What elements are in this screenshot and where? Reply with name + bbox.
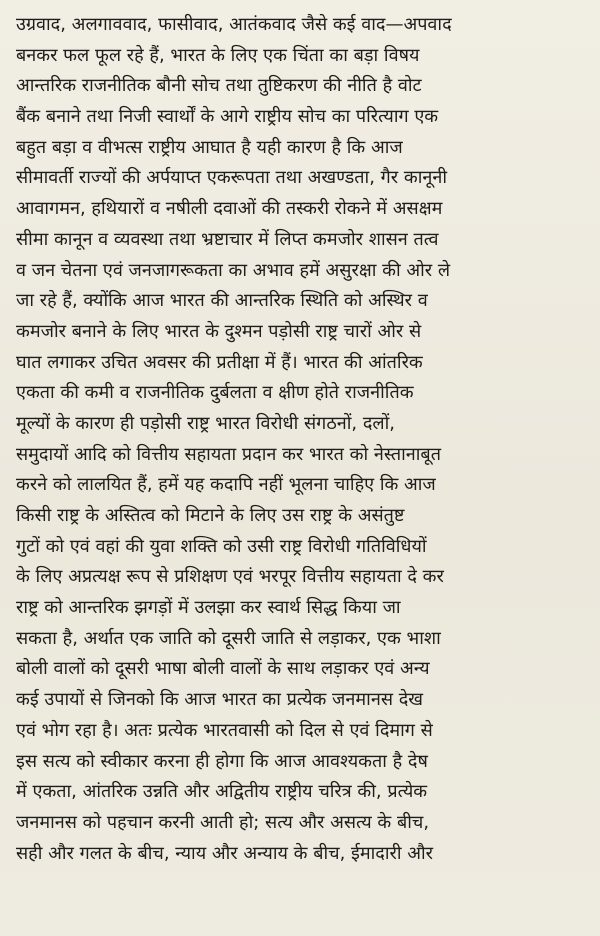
text-line: बहुत बड़ा व वीभत्स राष्ट्रीय आघात है यही कारण है कि आज — [16, 136, 403, 158]
text-line: कमजोर बनाने के लिए भारत के दुश्मन पड़ोसी राष्ट्र चारों ओर से — [16, 320, 422, 342]
text-line: कई उपायों से जिनको कि आज भारत का प्रत्येक जनमानस देख — [16, 689, 423, 711]
text-line: आवागमन, हथियारों व नषीली दवाओं की तस्करी रोकने में असक्षम — [16, 198, 443, 220]
text-line: में एकता, आंतरिक उन्नति और अद्वितीय राष्ट्रीय चरित्र की, प्रत्येक — [16, 781, 428, 803]
text-line: किसी राष्ट्र के अस्तित्व को मिटाने के लिए उस राष्ट्र के असंतुष्ट — [16, 505, 405, 526]
text-line: व जन चेतना एवं जनजागरूकता का अभाव हमें असुरक्षा की ओर ले — [16, 259, 451, 281]
text-line: आन्तरिक राजनीतिक बौनी सोच तथा तुष्टिकरण की नीति है वोट — [16, 75, 422, 97]
text-line: मूल्यों के कारण ही पड़ोसी राष्ट्र भारत विरोधी संगठनों, दलों, — [16, 412, 396, 434]
text-line: बोली वालों को दूसरी भाषा बोली वालों के साथ लड़ाकर एवं अन्य — [16, 658, 430, 680]
text-line: गुटों को एवं वहां की युवा शक्ति को उसी राष्ट्र विरोधी गतिविधियों — [16, 535, 427, 557]
text-line: सही और गलत के बीच, न्याय और अन्याय के बीच, ईमादारी और — [16, 842, 434, 864]
text-line: के लिए अप्रत्यक्ष रूप से प्रशिक्षण एवं भरपूर वित्तीय सहायता दे कर — [16, 566, 444, 588]
text-line: बनकर फल फूल रहे हैं, भारत के लिए एक चिंता का बड़ा विषय — [16, 44, 420, 66]
text-line: इस सत्य को स्वीकार करना ही होगा कि आज आवश्यकता है देष — [16, 750, 428, 772]
text-line: सीमा कानून व व्यवस्था तथा भ्रष्टाचार में लिप्त कमजोर शासन तत्व — [16, 228, 439, 250]
text-line: राष्ट्र को आन्तरिक झगड़ों में उलझा कर स्वार्थ सिद्ध किया जा — [16, 597, 401, 619]
text-line: सीमावर्ती राज्यों की अर्पयाप्त एकरूपता तथा अखण्डता, गैर कानूनी — [16, 167, 448, 189]
text-line: एकता की कमी व राजनीतिक दुर्बलता व क्षीण होते राजनीतिक — [16, 382, 414, 404]
text-line: एवं भोग रहा है। अतः प्रत्येक भारतवासी को दिल से एवं दिमाग से — [16, 719, 433, 741]
text-line: बैंक बनाने तथा निजी स्वार्थों के आगे राष्ट्रीय सोच का परित्याग एक — [16, 106, 439, 128]
text-line: समुदायों आदि को वित्तीय सहायता प्रदान कर भारत को नेस्तानाबूत — [16, 443, 441, 465]
text-line: सकता है, अर्थात एक जाति को दूसरी जाति से लड़ाकर, एक भाशा — [16, 627, 441, 649]
text-line: जा रहे हैं, क्योंकि आज भारत की आन्तरिक स्थिति को अस्थिर व — [16, 290, 428, 312]
body-text — [16, 10, 588, 869]
text-line: घात लगाकर उचित अवसर की प्रतीक्षा में हैं। भारत की आंतरिक — [16, 351, 423, 373]
text-line: करने को लालयित हैं, हमें यह कदापि नहीं भूलना चाहिए कि आज — [16, 474, 436, 496]
text-line: जनमानस को पहचान करनी आती हो; सत्य और असत्य के बीच, — [16, 811, 430, 833]
text-line: उग्रवाद, अलगाववाद, फासीवाद, आतंकवाद जैसे कई वाद—अपवाद — [16, 14, 452, 35]
